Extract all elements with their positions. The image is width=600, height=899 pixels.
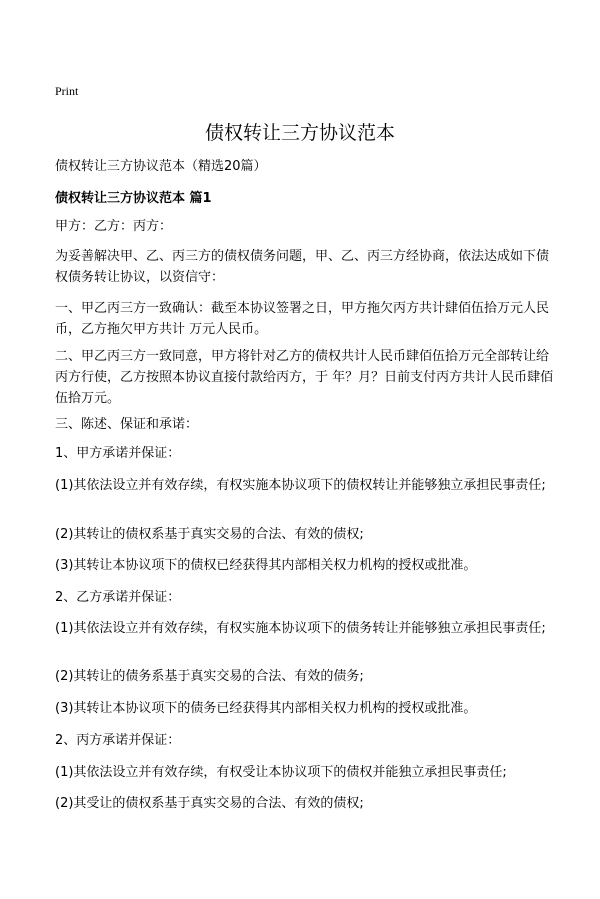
- paragraph-party-a-heading: 1、甲方承诺并保证：: [55, 446, 181, 461]
- document-title: 债权转让三方协议范本: [204, 122, 395, 144]
- paragraph-party-c-item-2: (2)其受让的债权系基于真实交易的合法、有效的债权;: [55, 796, 364, 811]
- paragraph-party-a-item-2: (2)其转让的债权系基于真实交易的合法、有效的债权;: [55, 527, 364, 542]
- print-label: Print: [55, 84, 79, 98]
- paragraph-clause-3: 三、陈述、保证和承诺：: [55, 417, 199, 432]
- paragraph-party-b-item-3: (3)其转让本协议项下的债务已经获得其内部相关权力机构的授权或批准。: [55, 701, 477, 716]
- section-heading: 债权转让三方协议范本 篇1: [55, 191, 212, 206]
- document-subtitle: 债权转让三方协议范本（精选20篇）: [55, 159, 267, 174]
- paragraph-party-b-item-2: (2)其转让的债务系基于真实交易的合法、有效的债务;: [55, 669, 364, 684]
- paragraph-party-c-heading: 2、丙方承诺并保证：: [55, 733, 181, 748]
- paragraph-clause-1: 一、甲乙丙三方一致确认：截至本协议签署之日，甲方拖欠丙方共计肆佰伍拾万元人民币，乙方拖欠甲方共计 万元人民币。: [55, 301, 550, 337]
- paragraph-clause-2: 二、甲乙丙三方一致同意，甲方将针对乙方的债权共计人民币肆佰伍拾万元全部转让给丙方行使，乙方按照本协议直接付款给丙方，于 年？月？日前支付丙方共计人民币肆佰伍拾万元。: [55, 349, 554, 406]
- paragraph-parties: 甲方：乙方：丙方：: [55, 219, 173, 234]
- paragraph-party-a-item-1: (1)其依法设立并有效存续，有权实施本协议项下的债权转让并能够独立承担民事责任;: [55, 478, 546, 493]
- paragraph-party-c-item-1: (1)其依法设立并有效存续，有权受让本协议项下的债权并能独立承担民事责任;: [55, 765, 507, 780]
- paragraph-preamble: 为妥善解决甲、乙、丙三方的债权债务问题，甲、乙、丙三方经协商，依法达成如下债权债务转让协议，以资信守：: [55, 249, 550, 285]
- paragraph-party-a-item-3: (3)其转让本协议项下的债权已经获得其内部相关权力机构的授权或批准。: [55, 558, 477, 573]
- paragraph-party-b-item-1: (1)其依法设立并有效存续，有权实施本协议项下的债务转让并能够独立承担民事责任;: [55, 621, 546, 636]
- paragraph-party-b-heading: 2、乙方承诺并保证：: [55, 590, 181, 605]
